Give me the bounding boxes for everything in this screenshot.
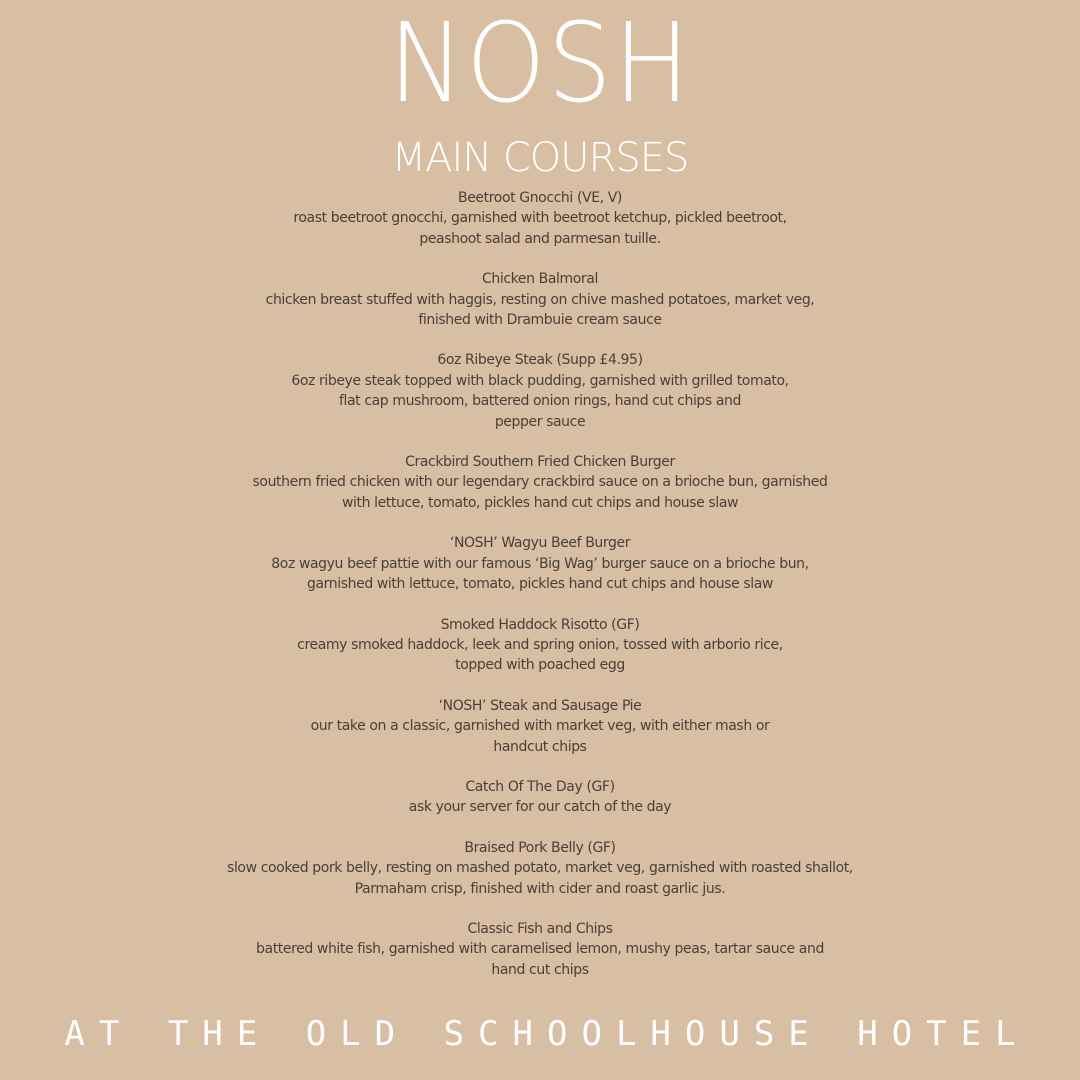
menu-item-steak-sausage-pie [0,696,1080,757]
menu-item-name: 6oz Ribeye Steak (Supp £4.95) [437,352,643,369]
menu-item-description: creamy smoked haddock, leek and spring onion, tossed with arborio rice, topped with poached egg [297,636,783,674]
menu-item-description: roast beetroot gnocchi, garnished with beetroot ketchup, pickled beetroot, peashoot salad and parmesan tuille. [293,210,787,247]
menu-item-description: 8oz wagyu beef pattie with our famous ‘Big Wag’ burger sauce on a brioche bun, garnished with lettuce, tomato, pickles hand cut chips and house slaw [271,555,809,593]
menu-item-name: Smoked Haddock Risotto (GF) [440,616,640,633]
menu-item-wagyu-burger [0,533,1080,594]
menu-item-name: Chicken Balmoral [482,271,598,288]
menu-item-crackbird-burger [0,452,1080,513]
menu-item-name: Beetroot Gnocchi (VE, V) [458,190,622,206]
menu-item-fish-and-chips [0,919,1080,980]
menu-item-description: chicken breast stuffed with haggis, resting on chive mashed potatoes, market veg, finished with Drambuie cream sauce [265,291,815,329]
menu-item-name: Braised Pork Belly (GF) [464,839,616,856]
menu-item-description: slow cooked pork belly, resting on mashed potato, market veg, garnished with roasted shallot, Parmaham crisp, finished with cider and roast garlic jus. [227,860,853,897]
menu-item-name: Catch Of The Day (GF) [465,778,615,795]
menu-list [0,188,1080,1000]
menu-item-description: 6oz ribeye steak topped with black pudding, garnished with grilled tomato, flat cap mushroom, battered onion rings, hand cut chips and pepper sauce [291,372,789,430]
section-title: MAIN COURSES [391,135,689,181]
menu-item-name: Classic Fish and Chips [467,920,613,937]
menu-item-name: Crackbird Southern Fried Chicken Burger [405,454,675,471]
menu-item-beetroot-gnocchi [0,188,1080,249]
menu-item-description: southern fried chicken with our legendary crackbird sauce on a brioche bun, garnished with lettuce, tomato, pickles hand cut chips and house slaw [252,474,828,511]
restaurant-logo-title: NOSH [388,0,692,127]
menu-item-description: battered white fish, garnished with caramelised lemon, mushy peas, tartar sauce and hand cut chips [256,941,824,978]
menu-item-ribeye-steak [0,350,1080,432]
menu-item-chicken-balmoral [0,269,1080,330]
menu-item-description: ask your server for our catch of the day [408,799,672,816]
menu-item-catch-of-the-day [0,777,1080,818]
menu-item-name: ‘NOSH’ Steak and Sausage Pie [438,697,642,714]
hotel-footer: AT THE OLD SCHOOLHOUSE HOTEL [64,1014,1030,1054]
menu-item-pork-belly [0,838,1080,899]
menu-item-name: ‘NOSH’ Wagyu Beef Burger [449,535,631,552]
menu-item-description: our take on a classic, garnished with market veg, with either mash or handcut chips [310,718,770,755]
menu-item-haddock-risotto [0,615,1080,676]
